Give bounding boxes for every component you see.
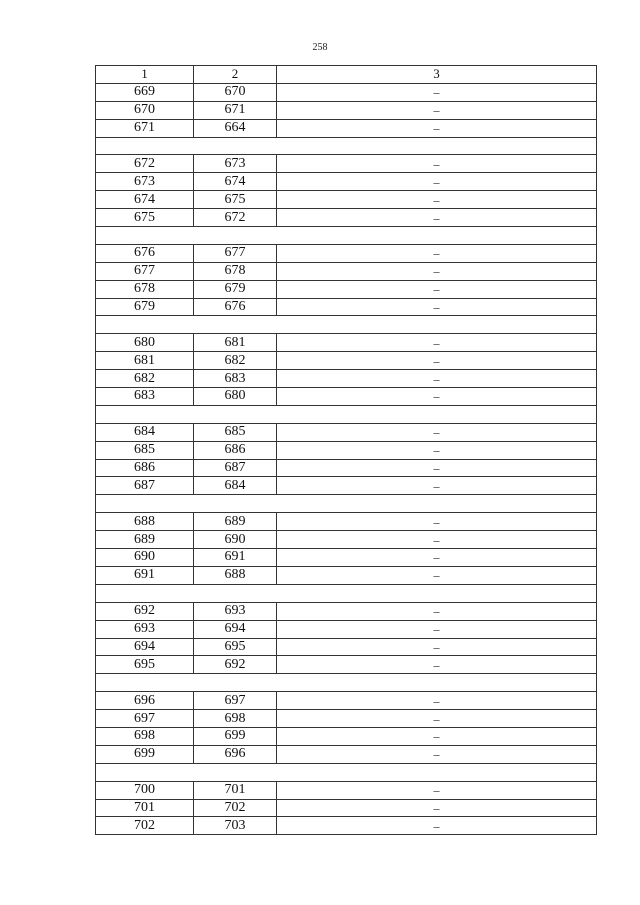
table-cell-col-1: 697 bbox=[96, 710, 194, 728]
table-row bbox=[96, 352, 597, 370]
table-cell-col-3: – bbox=[277, 781, 597, 799]
page-number: 258 bbox=[312, 42, 328, 53]
table-cell-col-2: 703 bbox=[194, 817, 277, 835]
table-cell-col-2: 689 bbox=[194, 513, 277, 531]
table-cell-col-3: – bbox=[277, 638, 597, 656]
table-row bbox=[96, 423, 597, 441]
table-cell-col-1: 685 bbox=[96, 441, 194, 459]
table-cell-col-1: 680 bbox=[96, 334, 194, 352]
table-cell-col-2: 695 bbox=[194, 638, 277, 656]
table-cell-col-1: 681 bbox=[96, 352, 194, 370]
table-cell-col-1: 700 bbox=[96, 781, 194, 799]
table-row bbox=[96, 119, 597, 137]
table-cell-col-3: – bbox=[277, 531, 597, 549]
table-cell-col-3: – bbox=[277, 370, 597, 388]
table-row bbox=[96, 602, 597, 620]
table-cell-col-2: 685 bbox=[194, 423, 277, 441]
table-cell-col-3: – bbox=[277, 191, 597, 209]
table-cell-col-3: – bbox=[277, 244, 597, 262]
spacer-cell bbox=[96, 227, 597, 245]
table-cell-col-2: 664 bbox=[194, 119, 277, 137]
table-cell-col-2: 680 bbox=[194, 388, 277, 406]
table-row bbox=[96, 638, 597, 656]
table-row bbox=[96, 441, 597, 459]
table-cell-col-2: 701 bbox=[194, 781, 277, 799]
table-cell-col-2: 672 bbox=[194, 209, 277, 227]
table-cell-col-1: 684 bbox=[96, 423, 194, 441]
spacer-row bbox=[96, 316, 597, 334]
table-cell-col-3: – bbox=[277, 459, 597, 477]
table-row bbox=[96, 477, 597, 495]
table-row bbox=[96, 209, 597, 227]
table-cell-col-2: 702 bbox=[194, 799, 277, 817]
table-row bbox=[96, 656, 597, 674]
table-cell-col-3: – bbox=[277, 423, 597, 441]
table-cell-col-2: 692 bbox=[194, 656, 277, 674]
table-row bbox=[96, 388, 597, 406]
table-row bbox=[96, 191, 597, 209]
table-cell-col-1: 690 bbox=[96, 549, 194, 567]
table-row bbox=[96, 101, 597, 119]
table-cell-col-1: 676 bbox=[96, 244, 194, 262]
table-cell-col-1: 693 bbox=[96, 620, 194, 638]
table-cell-col-3: – bbox=[277, 262, 597, 280]
table-row bbox=[96, 531, 597, 549]
table-cell-col-1: 696 bbox=[96, 692, 194, 710]
spacer-cell bbox=[96, 584, 597, 602]
table-cell-col-1: 689 bbox=[96, 531, 194, 549]
spacer-row bbox=[96, 674, 597, 692]
table-cell-col-3: – bbox=[277, 352, 597, 370]
table-cell-col-3: – bbox=[277, 710, 597, 728]
table-row bbox=[96, 262, 597, 280]
table-cell-col-2: 681 bbox=[194, 334, 277, 352]
table-cell-col-3: – bbox=[277, 83, 597, 101]
table-cell-col-1: 701 bbox=[96, 799, 194, 817]
spacer-cell bbox=[96, 763, 597, 781]
table-cell-col-2: 684 bbox=[194, 477, 277, 495]
table-cell-col-3: – bbox=[277, 817, 597, 835]
table-row bbox=[96, 334, 597, 352]
table-cell-col-2: 677 bbox=[194, 244, 277, 262]
table-row bbox=[96, 817, 597, 835]
table-cell-col-2: 694 bbox=[194, 620, 277, 638]
table-row bbox=[96, 566, 597, 584]
table-cell-col-2: 675 bbox=[194, 191, 277, 209]
table-row bbox=[96, 173, 597, 191]
table-cell-col-1: 678 bbox=[96, 280, 194, 298]
table-cell-col-3: – bbox=[277, 620, 597, 638]
table-cell-col-2: 673 bbox=[194, 155, 277, 173]
table-cell-col-3: – bbox=[277, 513, 597, 531]
table-cell-col-2: 690 bbox=[194, 531, 277, 549]
table-header bbox=[96, 66, 597, 84]
table-cell-col-3: – bbox=[277, 745, 597, 763]
table-cell-col-3: – bbox=[277, 155, 597, 173]
table-row bbox=[96, 549, 597, 567]
table-row bbox=[96, 459, 597, 477]
table-cell-col-2: 699 bbox=[194, 727, 277, 745]
table-body bbox=[96, 83, 597, 834]
table-cell-col-3: – bbox=[277, 727, 597, 745]
table-cell-col-3: – bbox=[277, 441, 597, 459]
table-row bbox=[96, 799, 597, 817]
table-cell-col-3: – bbox=[277, 280, 597, 298]
table-row bbox=[96, 620, 597, 638]
column-header-2: 2 bbox=[194, 66, 277, 84]
spacer-cell bbox=[96, 137, 597, 155]
table-cell-col-2: 683 bbox=[194, 370, 277, 388]
table-cell-col-1: 695 bbox=[96, 656, 194, 674]
table-cell-col-2: 688 bbox=[194, 566, 277, 584]
table-cell-col-1: 698 bbox=[96, 727, 194, 745]
table-cell-col-3: – bbox=[277, 549, 597, 567]
table-cell-col-3: – bbox=[277, 602, 597, 620]
table-cell-col-3: – bbox=[277, 101, 597, 119]
table-cell-col-1: 673 bbox=[96, 173, 194, 191]
table-row bbox=[96, 155, 597, 173]
table-cell-col-2: 682 bbox=[194, 352, 277, 370]
spacer-row bbox=[96, 137, 597, 155]
spacer-cell bbox=[96, 316, 597, 334]
table-cell-col-1: 694 bbox=[96, 638, 194, 656]
table-cell-col-2: 676 bbox=[194, 298, 277, 316]
table-cell-col-1: 677 bbox=[96, 262, 194, 280]
table-cell-col-1: 669 bbox=[96, 83, 194, 101]
table-row bbox=[96, 727, 597, 745]
table-cell-col-1: 699 bbox=[96, 745, 194, 763]
spacer-row bbox=[96, 405, 597, 423]
column-header-1: 1 bbox=[96, 66, 194, 84]
table-cell-col-2: 691 bbox=[194, 549, 277, 567]
table-cell-col-1: 692 bbox=[96, 602, 194, 620]
spacer-row bbox=[96, 495, 597, 513]
table-cell-col-1: 687 bbox=[96, 477, 194, 495]
data-table bbox=[95, 65, 597, 835]
table-cell-col-1: 682 bbox=[96, 370, 194, 388]
table-cell-col-2: 679 bbox=[194, 280, 277, 298]
table-row bbox=[96, 710, 597, 728]
table-cell-col-3: – bbox=[277, 566, 597, 584]
table-cell-col-2: 696 bbox=[194, 745, 277, 763]
table-cell-col-1: 671 bbox=[96, 119, 194, 137]
table-cell-col-1: 670 bbox=[96, 101, 194, 119]
table-row bbox=[96, 513, 597, 531]
table-cell-col-3: – bbox=[277, 477, 597, 495]
table-cell-col-1: 679 bbox=[96, 298, 194, 316]
table-cell-col-2: 674 bbox=[194, 173, 277, 191]
spacer-cell bbox=[96, 674, 597, 692]
spacer-cell bbox=[96, 405, 597, 423]
spacer-row bbox=[96, 584, 597, 602]
table-cell-col-3: – bbox=[277, 799, 597, 817]
table-cell-col-3: – bbox=[277, 209, 597, 227]
table-cell-col-1: 674 bbox=[96, 191, 194, 209]
table-cell-col-1: 702 bbox=[96, 817, 194, 835]
table-cell-col-1: 688 bbox=[96, 513, 194, 531]
table-cell-col-2: 670 bbox=[194, 83, 277, 101]
table-row bbox=[96, 83, 597, 101]
table-cell-col-2: 697 bbox=[194, 692, 277, 710]
table-cell-col-1: 683 bbox=[96, 388, 194, 406]
table-row bbox=[96, 370, 597, 388]
table-cell-col-3: – bbox=[277, 656, 597, 674]
spacer-row bbox=[96, 763, 597, 781]
table-cell-col-1: 686 bbox=[96, 459, 194, 477]
table-row bbox=[96, 244, 597, 262]
table-cell-col-3: – bbox=[277, 173, 597, 191]
column-header-3: 3 bbox=[277, 66, 597, 84]
header-row bbox=[96, 66, 597, 84]
table-cell-col-2: 678 bbox=[194, 262, 277, 280]
table-cell-col-2: 698 bbox=[194, 710, 277, 728]
table-cell-col-1: 672 bbox=[96, 155, 194, 173]
table-cell-col-3: – bbox=[277, 119, 597, 137]
table-cell-col-2: 687 bbox=[194, 459, 277, 477]
table-cell-col-2: 671 bbox=[194, 101, 277, 119]
table-cell-col-3: – bbox=[277, 298, 597, 316]
table-cell-col-2: 693 bbox=[194, 602, 277, 620]
table-cell-col-2: 686 bbox=[194, 441, 277, 459]
table-row bbox=[96, 692, 597, 710]
table-row bbox=[96, 781, 597, 799]
table-row bbox=[96, 298, 597, 316]
table-cell-col-1: 675 bbox=[96, 209, 194, 227]
table-cell-col-3: – bbox=[277, 692, 597, 710]
spacer-cell bbox=[96, 495, 597, 513]
table-cell-col-1: 691 bbox=[96, 566, 194, 584]
table-row bbox=[96, 280, 597, 298]
table-cell-col-3: – bbox=[277, 388, 597, 406]
table-row bbox=[96, 745, 597, 763]
spacer-row bbox=[96, 227, 597, 245]
table-cell-col-3: – bbox=[277, 334, 597, 352]
